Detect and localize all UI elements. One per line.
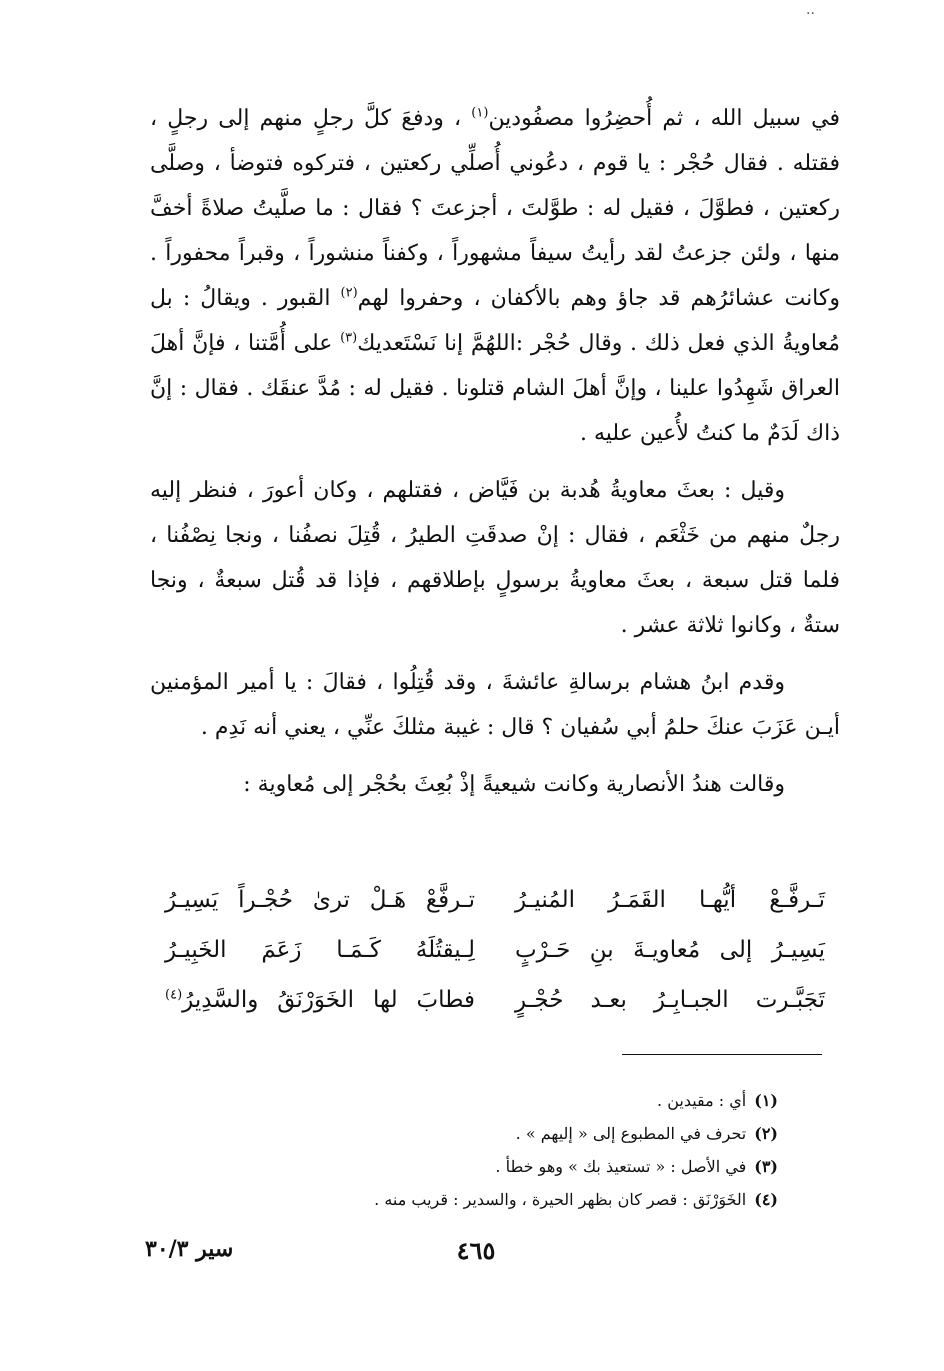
text-segment: على أُمَّتنا ، فإنَّ أهلَ العراق شَهِدُوا علينا ، وإنَّ أهلَ الشام قتلونا . فقيل له : مُدَّ عنقَك . فقال : إنَّ ذاك لَدَمٌ ما كنتُ لأُعين عليه . xyxy=(150,331,840,446)
poem-hemistich-first: تَجَبَّـرت الجبـابِـرُ بعـد حُجْـرٍ xyxy=(515,987,825,1013)
poem-verse xyxy=(165,925,825,975)
printer-signature: سير ٣٠/٣ xyxy=(145,1236,234,1262)
hemistich-text: لِـيقتُلَهُ كَـمَـا زَعَمَ الخَبِيـرُ xyxy=(165,937,475,963)
paragraph-2 xyxy=(150,468,840,648)
footnote-text: تحرف في المطبوع إلى « إليهم » . xyxy=(515,1124,747,1143)
text-segment: وقالت هندُ الأنصارية وكانت شيعيةً إذْ بُعِثَ بحُجْر إلى مُعاوية : xyxy=(243,772,785,797)
poem-verse xyxy=(165,875,825,925)
footnote-divider xyxy=(622,1054,822,1055)
footnote-text: الخَوَرْنَق : قصر كان بظهر الحيرة ، والسدير : قريب منه . xyxy=(374,1190,747,1209)
footnote-number: (٣) xyxy=(754,1157,778,1176)
poem-hemistich-second xyxy=(165,875,475,925)
footnote-ref-2: (٢) xyxy=(340,285,358,301)
footnote-number: (٢) xyxy=(754,1124,778,1143)
paragraph-4 xyxy=(150,762,840,807)
footnotes xyxy=(150,1084,778,1216)
text-segment: القبور . ويقالُ : بل مُعاويةُ الذي فعل ذلك . وقال حُجْر :اللهُمَّ إنا نَسْتَعديك xyxy=(150,286,840,356)
text-segment: في سبيل الله ، ثم أُحضِرُوا مصفُودين xyxy=(488,106,840,131)
footnote-text: في الأصل : « تستعيذ بك » وهو خطأ . xyxy=(495,1157,747,1176)
page-number: ٤٦٥ xyxy=(456,1236,496,1265)
footnote-ref-4: (٤) xyxy=(165,987,183,1003)
paragraph-3 xyxy=(150,660,840,750)
top-mark: .. xyxy=(806,2,815,18)
text-segment: وقدم ابنُ هشام برسالةِ عائشةَ ، وقد قُتِلُوا ، فقالَ : يا أمير المؤمنين أيـن عَزَبَ عنكَ حلمُ أبي سُفيان ؟ قال : غيبة مثلكَ عنِّي ، يعني أنه نَدِم . xyxy=(150,670,840,740)
footnote-item xyxy=(150,1183,778,1216)
poem-hemistich-second xyxy=(165,925,475,975)
poem-hemistich-first: تَـرفَّـعْ أيُّهـا القَمَـرُ المُنيـرُ xyxy=(515,887,825,913)
footnote-text: أي : مقيدين . xyxy=(657,1091,747,1110)
footnote-number: (١) xyxy=(754,1091,778,1110)
footnote-item xyxy=(150,1117,778,1150)
footnote-item xyxy=(150,1150,778,1183)
text-segment: وقيل : بعثَ معاويةُ هُدبة بن فَيَّاض ، فقتلهم ، وكان أعورَ ، فنظر إليه رجلٌ منهم من خَثْعَم ، فقال : إنْ صدقَتِ الطيرُ ، قُتِلَ نصفُنا ، ونجا نِصْفُنا ، فلما قتل سبعة ، بعثَ معاويةُ برسولٍ بإطلاقهم ، فإذا قد قُتل سبعةٌ ، ونجا ستةٌ ، وكانوا ثلاثة عشر . xyxy=(150,478,840,638)
footnote-number: (٤) xyxy=(754,1190,778,1209)
hemistich-text: تـرفَّعْ هَـلْ ترىٰ حُجْـراً يَسِيـرُ xyxy=(165,887,475,913)
poem-hemistich-second xyxy=(165,975,475,1025)
hemistich-text: فطابَ لها الخَوَرْنَقُ والسَّدِيرُ xyxy=(182,987,475,1013)
body-text xyxy=(150,96,840,819)
poem-hemistich-first: يَسِيـرُ إلى مُعاويـةَ بنِ حَـرْبٍ xyxy=(515,937,825,963)
paragraph-1 xyxy=(150,96,840,456)
footnote-item xyxy=(150,1084,778,1117)
text-segment: ، ودفعَ كلَّ رجلٍ منهم إلى رجلٍ ، فقتله . فقال حُجْر : يا قوم ، دعُوني أُصلِّي ركعتين ، فتركوه فتوضأ ، وصلَّى ركعتين ، فطوَّلَ ، فقيل له : طوَّلتَ ، أجزعتَ ؟ فقال : ما صلَّيتُ صلاةً أخفَّ منها ، ولئن جزعتُ لقد رأيتُ سيفاً مشهوراً ، وكفناً منشوراً ، وقبراً محفوراً . وكانت عشائرُهم قد جاؤ وهم بالأكفان ، وحفروا لهم xyxy=(150,106,840,311)
poem-verse xyxy=(165,975,825,1025)
footnote-ref-1: (١) xyxy=(471,105,489,121)
footnote-ref-3: (٣) xyxy=(340,330,358,346)
poem xyxy=(165,875,825,1025)
